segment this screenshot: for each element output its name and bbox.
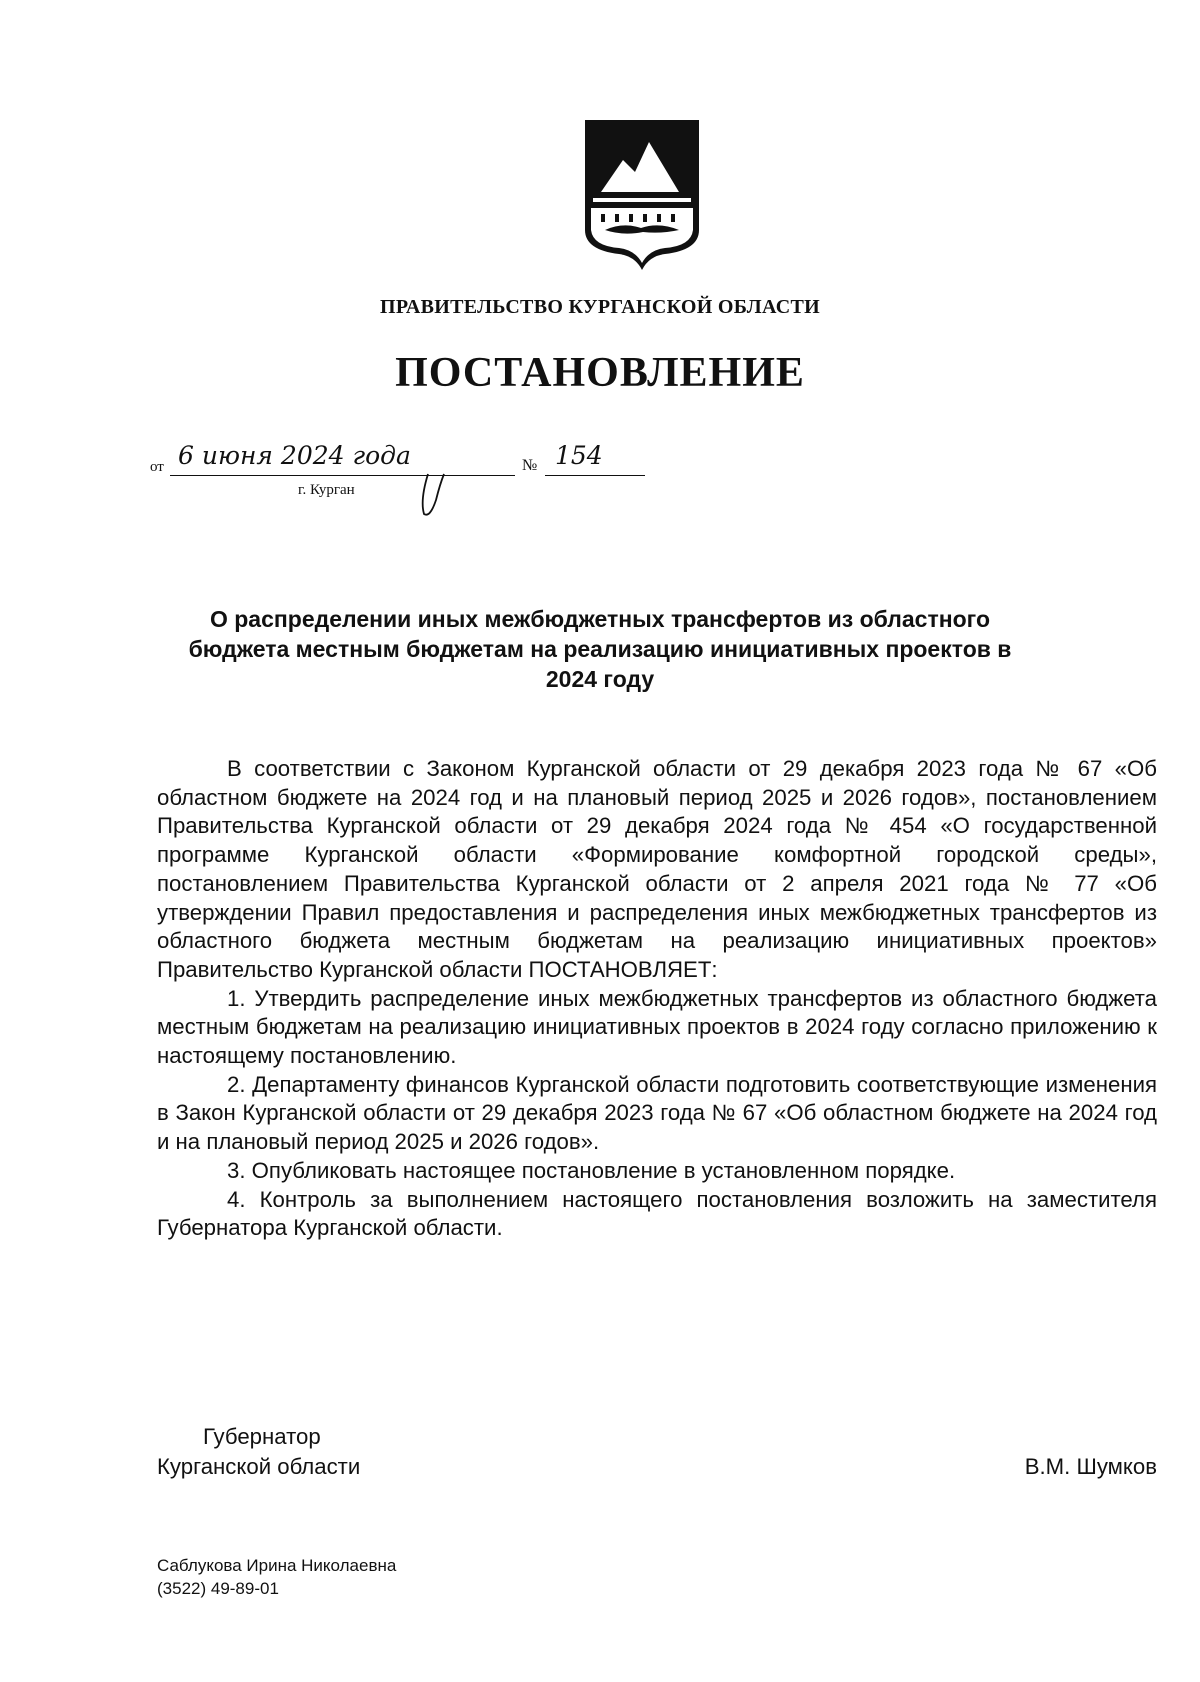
date-prefix: от: [150, 459, 164, 475]
list-item: 3. Опубликовать настоящее постановление в установленном порядке.: [227, 1157, 956, 1183]
handwriting-stroke: [414, 470, 454, 520]
list-item: 1. Утвердить распределение иных межбюджетных трансфертов из областного бюджета местным бюджетам на реализацию инициативных проектов в 2024 году согласно приложению к настоящему постановлению.: [157, 985, 1157, 1069]
handwritten-number: 154: [555, 441, 603, 470]
contact-phone: (3522) 49-89-01: [157, 1579, 279, 1598]
preamble-paragraph: В соответствии с Законом Курганской области от 29 декабря 2023 года № 67 «Об областном бюджете на 2024 год и на плановый период 2025 и 2026 годов», постановлением Правительства Курганской области от 29 декабря 2024 года № 454 «О государственной программе Курганской области «Формирование комфортной городской среды», постановлением Правительства Курганской области от 2 апреля 2021 года № 77 «Об утверждении Правил предоставления и распределения иных межбюджетных трансфертов из областного бюджета местным бюджетам на реализацию инициативных проектов» Правительство Курганской области ПОСТАНОВЛЯЕТ:: [157, 756, 1157, 982]
list-item: 2. Департаменту финансов Курганской области подготовить соответствующие изменения в Закон Курганской области от 29 декабря 2023 года № 67 «Об областном бюджете на 2024 год и на плановый период 2025 и 2026 годов».: [157, 1071, 1157, 1155]
number-sign: №: [522, 457, 538, 474]
handwritten-date: 6 июня 2024 года: [178, 441, 411, 470]
document-type-title: ПОСТАНОВЛЕНИЕ: [395, 350, 805, 396]
city-label: г. Курган: [298, 482, 355, 498]
date-underline: [170, 475, 515, 476]
government-name: ПРАВИТЕЛЬСТВО КУРГАНСКОЙ ОБЛАСТИ: [380, 296, 820, 318]
signer-title-line1: Губернатор: [203, 1424, 321, 1449]
coat-of-arms-icon: [583, 118, 701, 270]
contact-block: [157, 1554, 396, 1600]
document-body: [157, 755, 1157, 1243]
date-number-line: [150, 441, 650, 515]
signer-name: В.М. Шумков: [1024, 1454, 1157, 1479]
list-item: 4. Контроль за выполнением настоящего постановления возложить на заместителя Губернатора Курганской области.: [157, 1186, 1157, 1241]
document-subject: О распределении иных межбюджетных трансфертов из областного бюджета местным бюджетам на реализацию инициативных проектов в 2024 году: [188, 606, 1012, 692]
signer-title-line2: Курганской области: [157, 1454, 361, 1479]
contact-name: Саблукова Ирина Николаевна: [157, 1556, 397, 1575]
signer-title: [157, 1422, 360, 1482]
number-underline: [545, 475, 645, 476]
